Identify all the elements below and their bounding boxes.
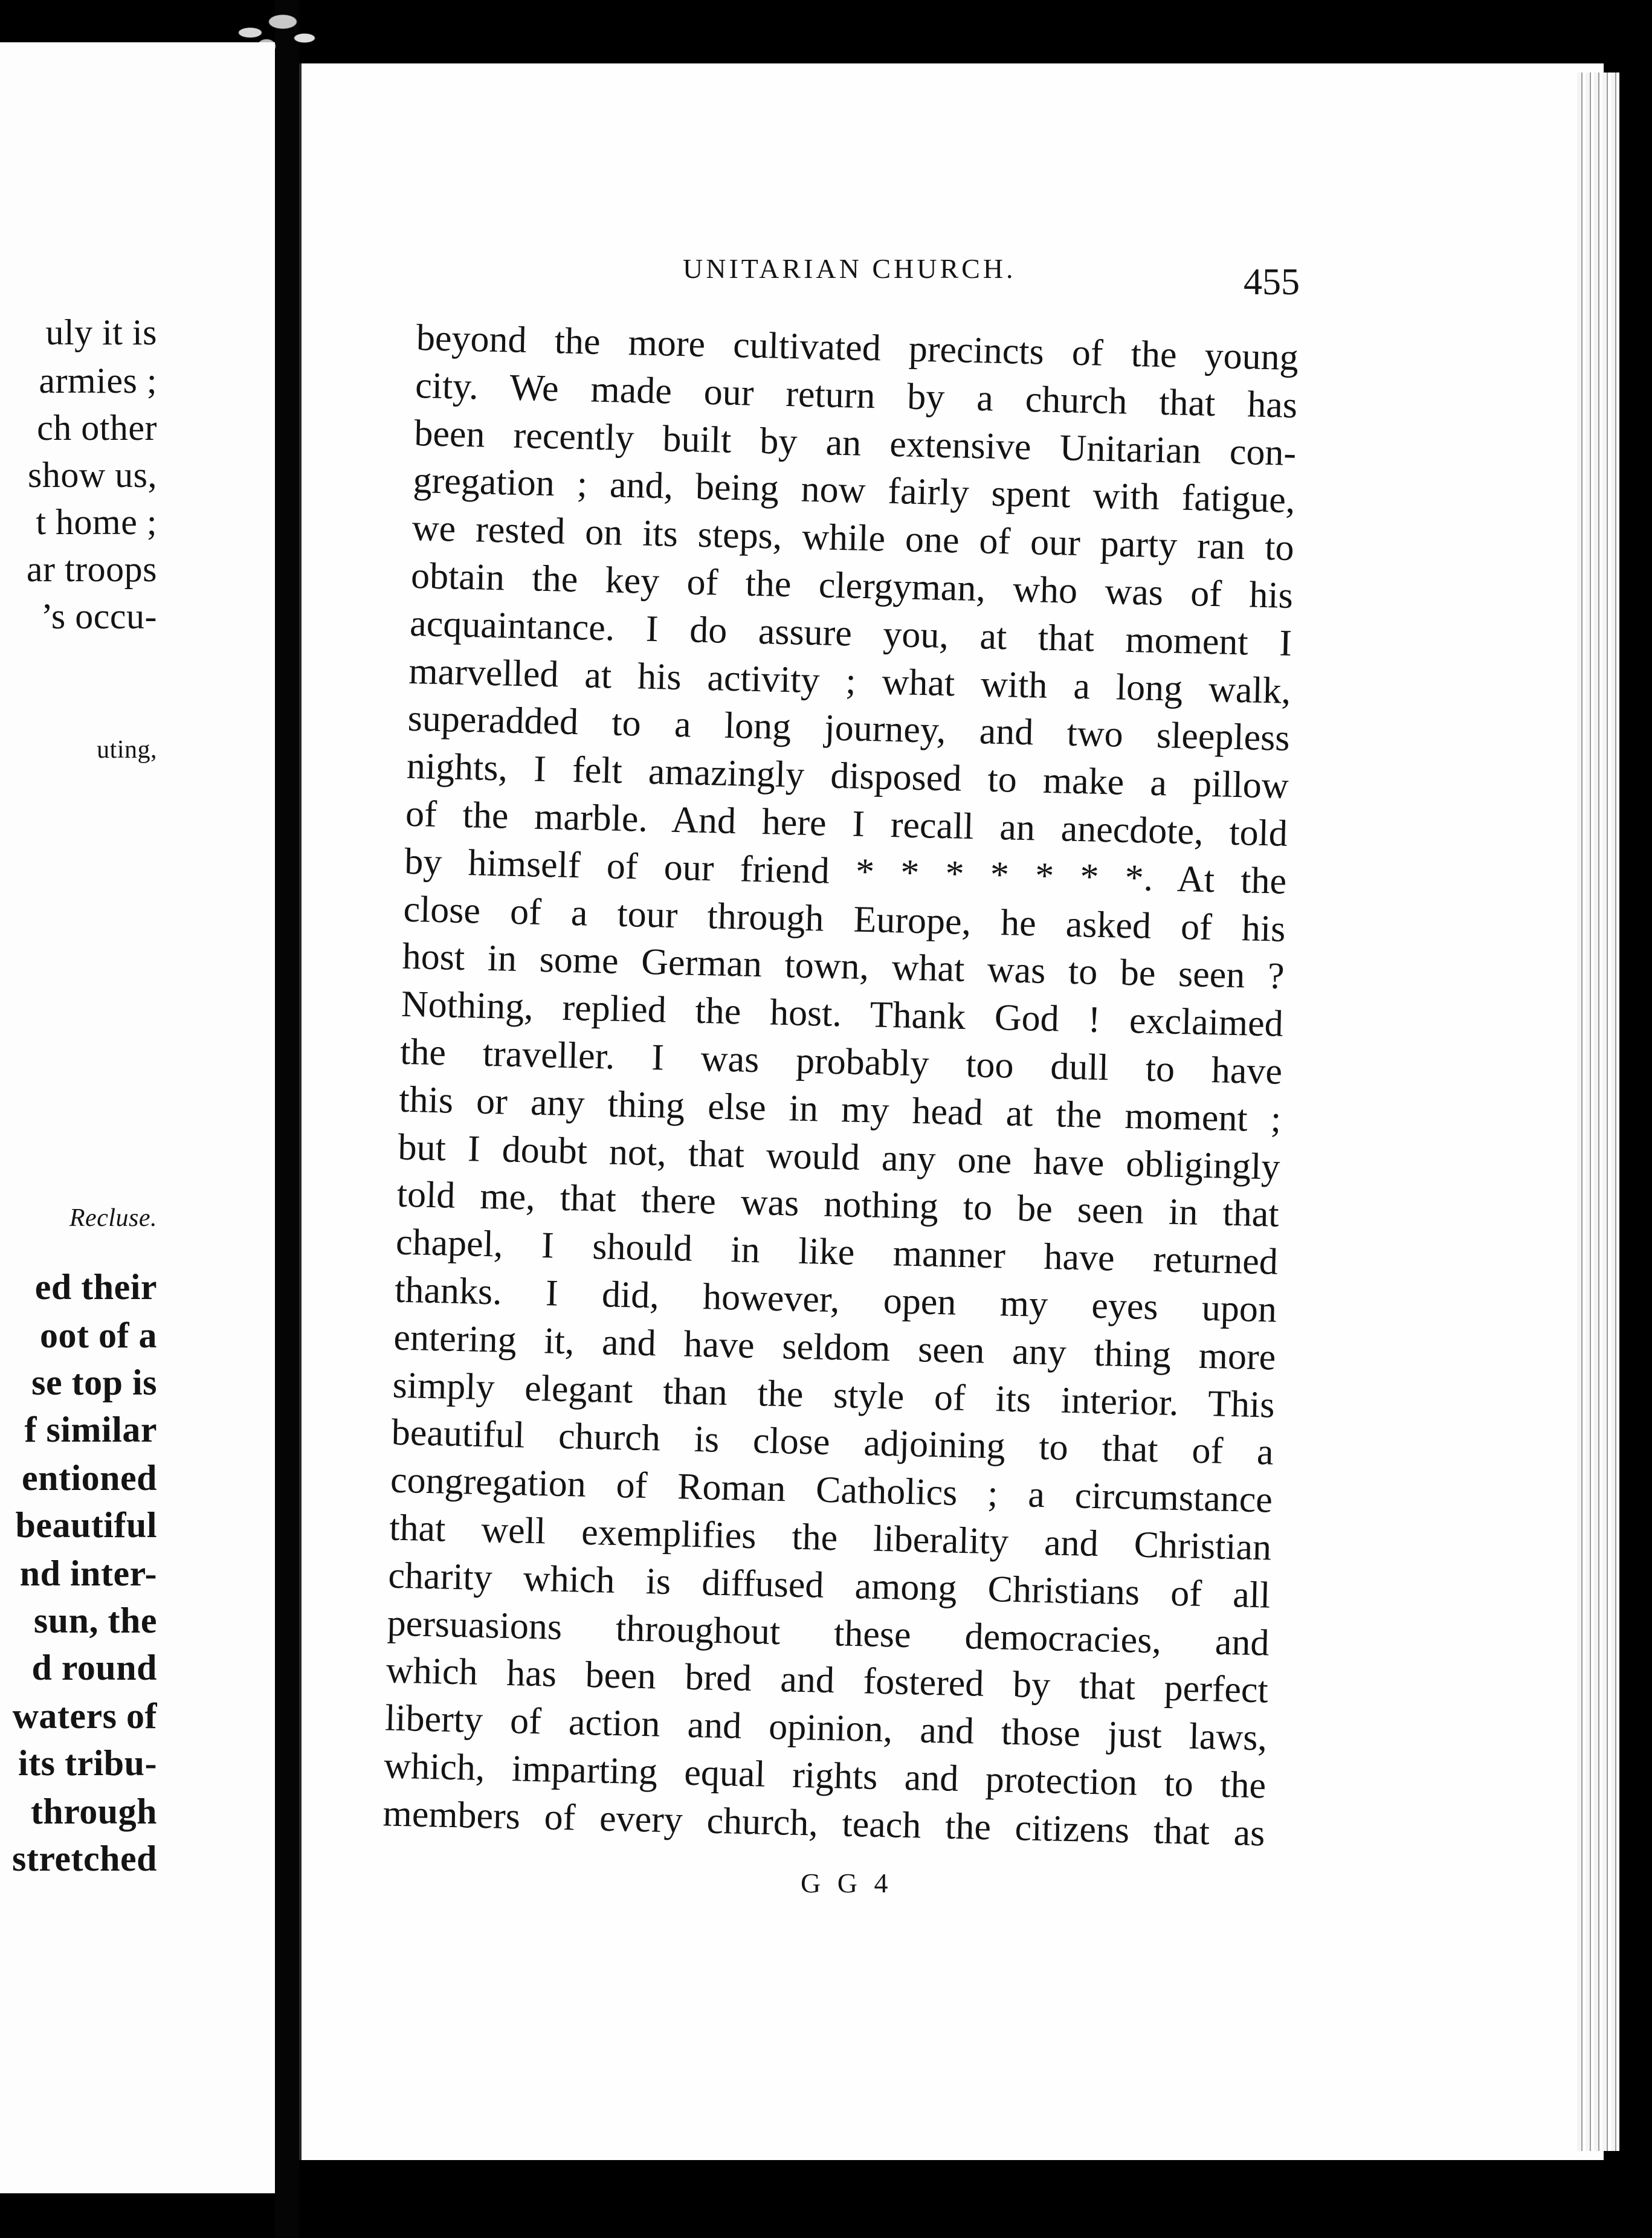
left-page-fragment: f similar: [24, 1410, 157, 1450]
text-line: liberty of action and opinion, and those just laws,: [384, 1697, 1268, 1759]
left-page-fragment: through: [30, 1791, 157, 1831]
text-line: acquaintance. I do assure you, at that moment I: [409, 602, 1292, 664]
left-page-fragment: uting,: [97, 736, 157, 764]
text-line: the traveller. I was probably too dull to have: [399, 1031, 1283, 1092]
text-line: that well exemplifies the liberality and Christian: [389, 1507, 1272, 1569]
page-number: 455: [1244, 262, 1300, 303]
printer-signature: G G 4: [801, 1868, 893, 1898]
text-line: members of every church, teach the citizens that as: [382, 1793, 1266, 1854]
left-page-fragment: t home ;: [36, 502, 157, 542]
text-line: city. We made our return by a church that has: [415, 364, 1298, 426]
left-page-fragment: entioned: [21, 1458, 157, 1498]
left-page-fragment: armies ;: [39, 361, 157, 401]
text-line: close of a tour through Europe, he asked of his: [402, 888, 1286, 950]
text-line: thanks. I did, however, open my eyes upon: [394, 1269, 1277, 1330]
text-line: simply elegant than the style of its interior. This: [392, 1364, 1276, 1426]
left-page-fragment: its tribu-: [18, 1743, 157, 1783]
left-page-fragment: nd inter-: [19, 1553, 157, 1593]
left-page-fragment: d round: [31, 1648, 157, 1688]
text-line: entering it, and have seldom seen any thing more: [393, 1317, 1276, 1378]
left-page: [0, 42, 275, 2193]
text-line: host in some German town, what was to be seen ?: [402, 936, 1285, 998]
left-page-fragment: stretched: [12, 1839, 157, 1878]
text-line: persuasions throughout these democracies, and: [387, 1602, 1270, 1664]
left-page-fragment: ’s occu-: [40, 596, 157, 636]
text-line: congregation of Roman Catholics ; a circumstance: [390, 1459, 1273, 1521]
left-page-fragment: sun, the: [33, 1601, 157, 1640]
text-line: beyond the more cultivated precincts of the young: [416, 317, 1299, 379]
text-line: been recently built by an extensive Unitarian con-: [413, 412, 1297, 474]
text-line: which, imparting equal rights and protection to the: [383, 1745, 1266, 1807]
running-head: UNITARIAN CHURCH.: [683, 253, 1016, 284]
left-page-fragment: show us,: [27, 455, 157, 495]
left-page-caption: Recluse.: [69, 1204, 157, 1232]
text-line: obtain the key of the clergyman, who was of his: [410, 555, 1294, 616]
text-line: which has been bred and fostered by that perfect: [386, 1649, 1269, 1711]
text-line: gregation ; and, being now fairly spent with fatigue,: [412, 460, 1296, 521]
left-page-fragment: uly it is: [45, 312, 157, 352]
text-line: Nothing, replied the host. Thank God ! exclaimed: [401, 983, 1284, 1045]
text-line: by himself of our friend * * * * * * *. At the: [404, 840, 1287, 902]
left-page-fragment: ar troops: [26, 549, 157, 589]
text-line: nights, I felt amazingly disposed to make a pillow: [406, 745, 1289, 807]
left-page-fragment: se top is: [31, 1362, 157, 1402]
left-page-fragment: waters of: [12, 1696, 157, 1736]
text-line: beautiful church is close adjoining to that of a: [391, 1411, 1274, 1473]
text-line: we rested on its steps, while one of our party ran to: [411, 508, 1295, 569]
left-page-fragment: ch other: [37, 408, 157, 448]
book-gutter: [275, 0, 299, 2238]
left-page-fragment: oot of a: [40, 1315, 157, 1355]
left-page-fragment: ed their: [34, 1267, 157, 1307]
text-line: charity which is diffused among Christians of all: [387, 1555, 1271, 1616]
text-line: chapel, I should in like manner have returned: [395, 1221, 1279, 1283]
text-line: of the marble. And here I recall an anecdote, told: [405, 793, 1288, 854]
page-edges: [1577, 73, 1619, 2151]
body-text: [382, 314, 1299, 1857]
text-line: this or any thing else in my head at the moment ;: [398, 1079, 1282, 1140]
text-line: superadded to a long journey, and two sleepless: [407, 698, 1291, 759]
left-page-fragment: beautiful: [15, 1505, 157, 1545]
text-line: but I doubt not, that would any one have obligingly: [397, 1126, 1281, 1188]
text-line: told me, that there was nothing to be seen in that: [396, 1173, 1280, 1236]
text-line: marvelled at his activity ; what with a long walk,: [408, 650, 1291, 712]
